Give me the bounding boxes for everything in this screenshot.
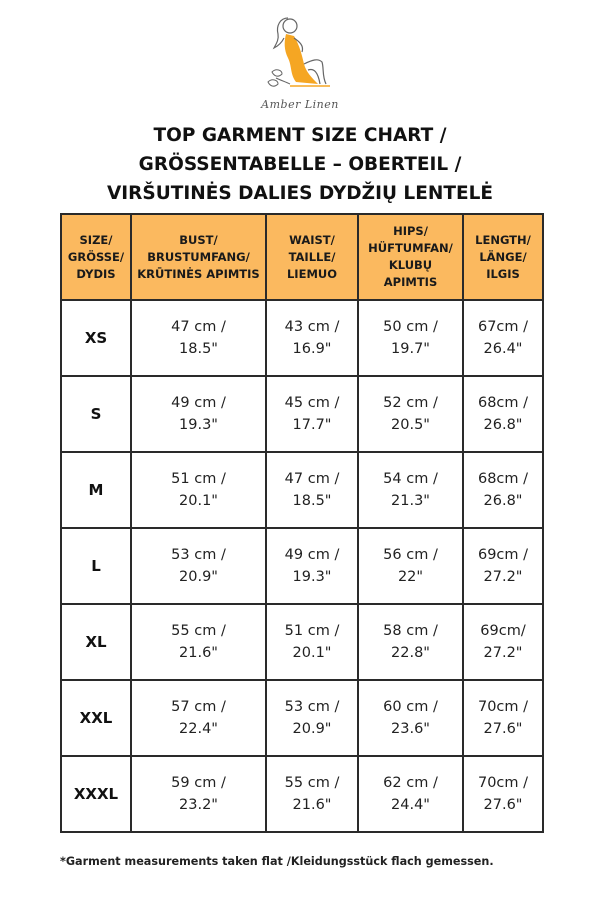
bust-cell	[131, 376, 266, 452]
waist-value-line: 16.9"	[292, 341, 332, 357]
bust-value-line: 57 cm /	[171, 699, 226, 715]
length-value-line: 27.2"	[483, 569, 523, 585]
header-line: SIZE/	[79, 232, 113, 247]
size-cell: M	[61, 452, 131, 528]
size-cell: XS	[61, 300, 131, 376]
header-line: GRÖSSE/	[67, 249, 125, 264]
header-line: TAILLE/	[288, 249, 336, 264]
table-row	[61, 680, 543, 756]
waist-cell	[266, 680, 358, 756]
bust-cell	[131, 528, 266, 604]
woman-seated-logo-icon	[260, 12, 340, 96]
length-value-line: 27.6"	[483, 721, 523, 737]
header-line: KRŪTINĖS APIMTIS	[137, 266, 260, 281]
header-line: DYDIS	[76, 266, 116, 281]
length-value-line: 27.2"	[483, 645, 523, 661]
hips-cell	[358, 376, 463, 452]
size-cell: XXXL	[61, 756, 131, 832]
brand-name: Amber Linen	[261, 98, 339, 111]
footnote: *Garment measurements taken flat /Kleidungsstück flach gemessen.	[60, 855, 494, 868]
hips-cell	[358, 604, 463, 680]
length-value-line: 69cm /	[477, 547, 529, 563]
table-row	[61, 604, 543, 680]
bust-value-line: 20.1"	[179, 493, 218, 509]
table-row	[61, 300, 543, 376]
waist-value-line: 20.1"	[292, 645, 332, 661]
header-size	[61, 214, 131, 300]
size-cell: S	[61, 376, 131, 452]
length-value-line: 67cm /	[477, 319, 529, 335]
hips-cell	[358, 756, 463, 832]
table-header-row	[61, 214, 543, 300]
length-cell	[463, 756, 543, 832]
table-row	[61, 528, 543, 604]
waist-value-line: 45 cm /	[284, 395, 340, 411]
hips-value-line: 19.7"	[391, 341, 430, 357]
hips-value-line: 58 cm /	[383, 623, 438, 639]
length-value-line: 69cm/	[480, 623, 526, 639]
hips-value-line: 20.5"	[391, 417, 430, 433]
table-row	[61, 376, 543, 452]
length-value-line: 26.8"	[483, 417, 523, 433]
header-waist	[266, 214, 358, 300]
hips-value-line: 21.3"	[391, 493, 430, 509]
hips-value-line: 23.6"	[391, 721, 430, 737]
size-cell: L	[61, 528, 131, 604]
header-line: APIMTIS	[383, 275, 438, 289]
waist-cell	[266, 452, 358, 528]
length-value-line: 70cm /	[477, 775, 529, 791]
brand-logo	[250, 12, 350, 116]
header-line: HIPS/	[393, 224, 428, 238]
waist-value-line: 19.3"	[292, 569, 332, 585]
hips-cell	[358, 528, 463, 604]
length-cell	[463, 680, 543, 756]
hips-cell	[358, 300, 463, 376]
bust-value-line: 22.4"	[179, 721, 218, 737]
length-cell	[463, 300, 543, 376]
size-table	[60, 213, 544, 833]
length-cell	[463, 376, 543, 452]
bust-value-line: 19.3"	[179, 417, 218, 433]
waist-value-line: 55 cm /	[284, 775, 340, 791]
length-value-line: 70cm /	[477, 699, 529, 715]
size-cell: XXL	[61, 680, 131, 756]
waist-cell	[266, 528, 358, 604]
bust-cell	[131, 756, 266, 832]
bust-value-line: 51 cm /	[171, 471, 226, 487]
bust-value-line: 21.6"	[179, 645, 218, 661]
bust-value-line: 49 cm /	[171, 395, 226, 411]
header-line: HÜFTUMFAN/	[368, 241, 453, 255]
title-line-1: TOP GARMENT SIZE CHART /	[153, 125, 447, 146]
length-value-line: 68cm /	[477, 395, 529, 411]
header-line: ILGIS	[486, 266, 520, 281]
hips-value-line: 50 cm /	[383, 319, 438, 335]
header-length	[463, 214, 543, 300]
bust-cell	[131, 680, 266, 756]
size-cell: XL	[61, 604, 131, 680]
header-line: LÄNGE/	[479, 249, 527, 264]
hips-value-line: 22.8"	[391, 645, 430, 661]
title-line-3: VIRŠUTINĖS DALIES DYDŽIŲ LENTELĖ	[106, 183, 494, 204]
bust-cell	[131, 604, 266, 680]
bust-value-line: 53 cm /	[171, 547, 226, 563]
waist-value-line: 47 cm /	[284, 471, 340, 487]
waist-value-line: 18.5"	[292, 493, 332, 509]
table-row	[61, 756, 543, 832]
hips-value-line: 60 cm /	[383, 699, 438, 715]
length-cell	[463, 452, 543, 528]
waist-value-line: 51 cm /	[284, 623, 340, 639]
bust-value-line: 47 cm /	[171, 319, 226, 335]
header-line: LENGTH/	[475, 232, 531, 247]
bust-cell	[131, 452, 266, 528]
waist-value-line: 43 cm /	[284, 319, 340, 335]
hips-value-line: 54 cm /	[383, 471, 438, 487]
page-title	[0, 121, 600, 208]
hips-value-line: 56 cm /	[383, 547, 438, 563]
waist-value-line: 21.6"	[292, 797, 332, 813]
bust-cell	[131, 300, 266, 376]
header-line: BRUSTUMFANG/	[147, 249, 250, 264]
bust-value-line: 23.2"	[179, 797, 218, 813]
bust-value-line: 18.5"	[179, 341, 218, 357]
header-bust	[131, 214, 266, 300]
bust-value-line: 59 cm /	[171, 775, 226, 791]
bust-value-line: 20.9"	[179, 569, 218, 585]
hips-value-line: 62 cm /	[383, 775, 438, 791]
length-value-line: 26.4"	[483, 341, 523, 357]
hips-value-line: 52 cm /	[383, 395, 438, 411]
length-value-line: 68cm /	[477, 471, 529, 487]
waist-value-line: 20.9"	[292, 721, 332, 737]
header-line: WAIST/	[289, 232, 335, 247]
header-hips	[358, 214, 463, 300]
header-line: BUST/	[179, 232, 218, 247]
waist-cell	[266, 300, 358, 376]
hips-cell	[358, 680, 463, 756]
hips-cell	[358, 452, 463, 528]
hips-value-line: 22"	[397, 569, 424, 585]
waist-cell	[266, 604, 358, 680]
waist-value-line: 49 cm /	[284, 547, 340, 563]
table-row	[61, 452, 543, 528]
waist-value-line: 53 cm /	[284, 699, 340, 715]
waist-cell	[266, 756, 358, 832]
table-body	[61, 300, 543, 832]
hips-value-line: 24.4"	[391, 797, 430, 813]
length-value-line: 26.8"	[483, 493, 523, 509]
header-line: KLUBŲ	[388, 258, 433, 272]
length-cell	[463, 604, 543, 680]
length-value-line: 27.6"	[483, 797, 523, 813]
waist-value-line: 17.7"	[292, 417, 332, 433]
waist-cell	[266, 376, 358, 452]
length-cell	[463, 528, 543, 604]
header-line: LIEMUO	[286, 266, 338, 281]
bust-value-line: 55 cm /	[171, 623, 226, 639]
title-line-2: GRÖSSENTABELLE – OBERTEIL /	[138, 154, 462, 175]
